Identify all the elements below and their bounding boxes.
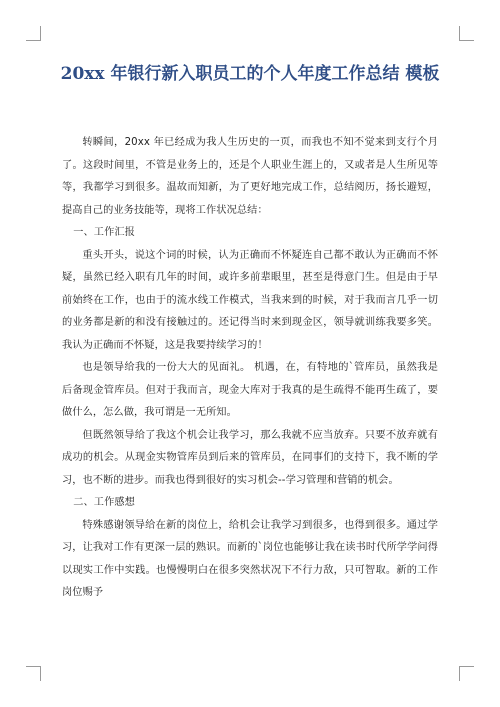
document-title: 20xx 年银行新入职员工的个人年度工作总结 模板 xyxy=(60,64,440,84)
crop-mark-bottom-left xyxy=(26,666,41,681)
section-heading-work-report: 一、工作汇报 xyxy=(73,227,135,238)
body-paragraph: 重头开头，说这个词的时候，认为正确而不怀疑连自己都不敢认为正确而不怀疑，虽然已经入职有几年的时间，或许多前辈眼里，甚至是得意门生。但是由于早前始终在工作，也由于的流水线工作模式，当我来到的时候，对于我而言几乎一切的业务都是新的和没有接触过的。还记得当时来到现金区，领导就训练我要多笑。我认为正确而不怀疑，这是我要持续学习的！ xyxy=(62,249,438,351)
crop-mark-bottom-right xyxy=(459,666,474,681)
section-heading-work-reflection: 二、工作感想 xyxy=(73,497,135,508)
body-paragraph: 也是领导给我的一份大大的见面礼。 机遇，在，有特地的`管库员，虽然我是后备现金管库员。但对于我而言，现金大库对于我真的是生疏得不能再生疏了，要做什么，怎么做，我可谓是一无所知。 xyxy=(62,362,438,418)
document-body xyxy=(62,132,438,605)
intro-paragraph: 转瞬间，20xx 年已经成为我人生历史的一页，而我也不知不觉来到支行个月了。这段时间里，不管是业务上的，还是个人职业生涯上的，又或者是人生所见等等，我都学习到很多。温故而知新，为了更好地完成工作，总结阅历，扬长避短，提高自己的业务技能等，现将工作状况总结： xyxy=(62,137,438,216)
body-paragraph: 特殊感谢领导给在新的岗位上，给机会让我学习到很多，也得到很多。通过学习，让我对工作有更深一层的熟识。而新的`岗位也能够让我在读书时代所学学问得以现实工作中实践。也慢慢明白在很多突然状况下不行力敌，只可智取。新的工作岗位赐予 xyxy=(62,519,438,598)
crop-mark-top-right xyxy=(459,26,474,41)
body-paragraph: 但既然领导给了我这个机会让我学习，那么我就不应当放弃。只要不放弃就有 成功的机会。从现金实物管库员到后来的管库员，在同事们的支持下，我不断的学习，也不断的进步。而我也得到很好的实习机会--学习管理和营销的机会。 xyxy=(62,429,438,486)
crop-mark-top-left xyxy=(26,26,41,41)
